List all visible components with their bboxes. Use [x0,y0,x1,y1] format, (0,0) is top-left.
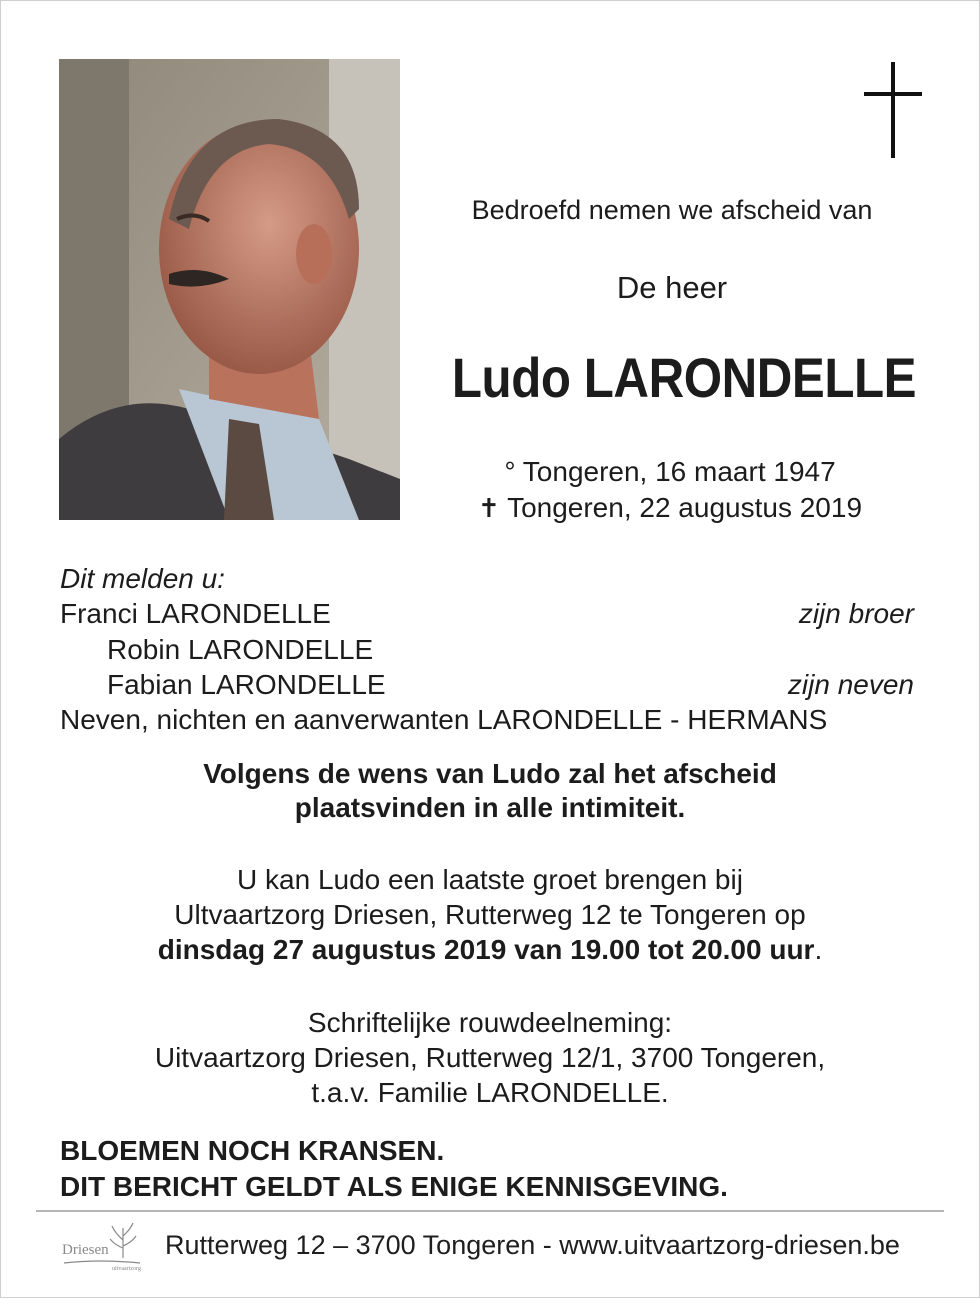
latin-cross-icon [864,62,922,158]
death-date: Tongeren, 22 augustus 2019 [507,492,863,523]
dagger-icon: ✝ [477,493,500,523]
family-member-relation: zijn broer [798,598,914,629]
driesen-logo-icon [60,1218,150,1272]
visitation-block [0,862,980,967]
intro-text: Bedroefd nemen we afscheid van [471,195,873,225]
family-member-name: Robin LARONDELLE [107,634,374,665]
wish-line: plaatsvinden in alle intimiteit. [294,792,686,823]
birth-date: Tongeren, 16 maart 1947 [522,456,836,487]
portrait-photo [59,59,400,520]
family-member-name: Franci LARONDELLE [60,598,331,629]
birth-symbol: ° [504,456,516,487]
visitation-line: Ultvaartzorg Driesen, Rutterweg 12 te Tongeren op [174,899,806,930]
condolences-line: Uitvaartzorg Driesen, Rutterweg 12/1, 3700 Tongeren, [154,1042,826,1073]
family-heading: Dit melden u: [60,563,225,594]
wish-block [0,757,980,825]
logo-subtext: uitvaartzorg [112,1266,141,1272]
death-line [400,492,940,524]
notice-block [60,1133,728,1205]
visitation-period: . [814,934,823,965]
visitation-date-line [0,932,980,967]
logo-text: Driesen [62,1242,109,1258]
deceased-name: Ludo LARONDELLE [451,346,917,409]
family-member-name: Fabian LARONDELLE [107,669,386,700]
condolences-line: Schriftelijke rouwdeelneming: [307,1007,673,1038]
condolences-block [0,1005,980,1110]
condolences-line: t.a.v. Familie LARONDELLE. [311,1077,669,1108]
visitation-date: dinsdag 27 augustus 2019 van 19.00 tot 20.00 uur [157,934,815,965]
visitation-line: U kan Ludo een laatste groet brengen bij [237,864,743,895]
title-text: De heer [616,270,728,305]
family-member-relation: zijn neven [787,669,914,700]
birth-line [400,456,940,488]
relatives-line: Neven, nichten en aanverwanten LARONDELLE - HERMANS [60,704,828,735]
notice-line: DIT BERICHT GELDT ALS ENIGE KENNISGEVING. [60,1171,728,1202]
wish-line: Volgens de wens van Ludo zal het afscheid [203,758,777,789]
footer-divider [36,1210,944,1212]
notice-line: BLOEMEN NOCH KRANSEN. [60,1135,445,1166]
footer-address: Rutterweg 12 – 3700 Tongeren - www.uitvaartzorg-driesen.be [165,1230,900,1260]
